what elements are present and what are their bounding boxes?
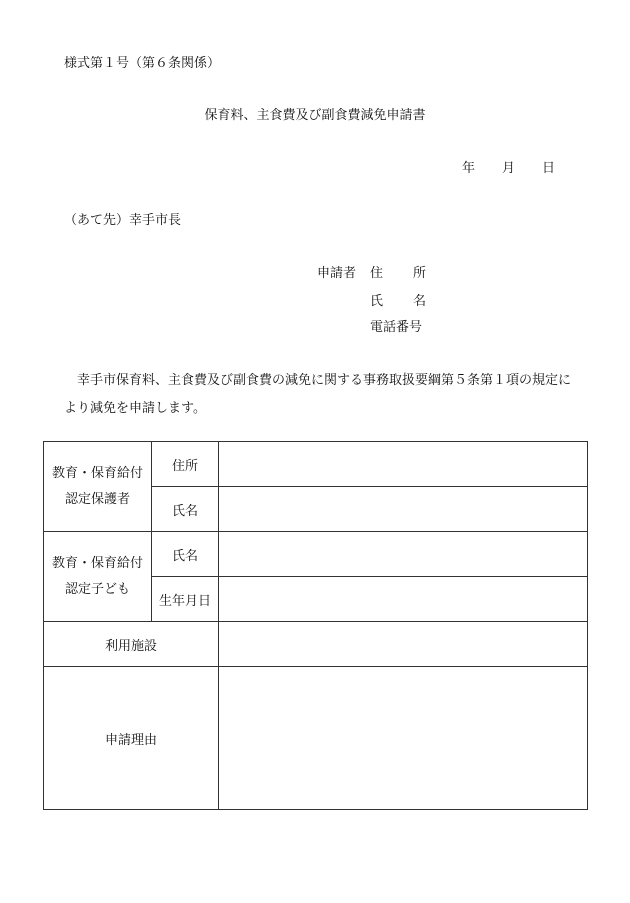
addressee: （あて先）幸手市長 [64,213,182,228]
child-birthdate-label: 生年月日 [152,577,219,622]
guardian-name-field[interactable] [219,487,588,532]
date-day-label: 日 [542,161,556,176]
date-year-label: 年 [462,161,476,176]
child-birthdate-field[interactable] [219,577,588,622]
applicant-name-label: 氏 名 [370,294,426,309]
guardian-address-label: 住所 [152,442,219,487]
guardian-address-field[interactable] [219,442,588,487]
reason-field[interactable] [219,667,588,810]
form-number: 様式第１号（第６条関係） [64,56,221,71]
child-name-label: 氏名 [152,532,219,577]
applicant-phone-label: 電話番号 [370,320,423,335]
child-name-field[interactable] [219,532,588,577]
applicant-address-label: 住 所 [370,266,426,281]
guardian-name-label: 氏名 [152,487,219,532]
guardian-header-cell: 教育・保育給付 認定保護者 [44,442,152,532]
applicant-label: 申請者 [317,266,357,281]
document-title: 保育料、主食費及び副食費減免申請書 [204,108,426,123]
facility-label: 利用施設 [44,622,219,667]
reason-label: 申請理由 [44,667,219,810]
child-header-cell: 教育・保育給付 認定子ども [44,532,152,622]
date-line [462,157,562,176]
application-statement: 幸手市保育料、主食費及び副食費の減免に関する事務取扱要綱第５条第１項の規定により減免を申請します。 [64,373,572,416]
date-month-label: 月 [502,161,516,176]
application-form-table [43,441,588,810]
facility-field[interactable] [219,622,588,667]
